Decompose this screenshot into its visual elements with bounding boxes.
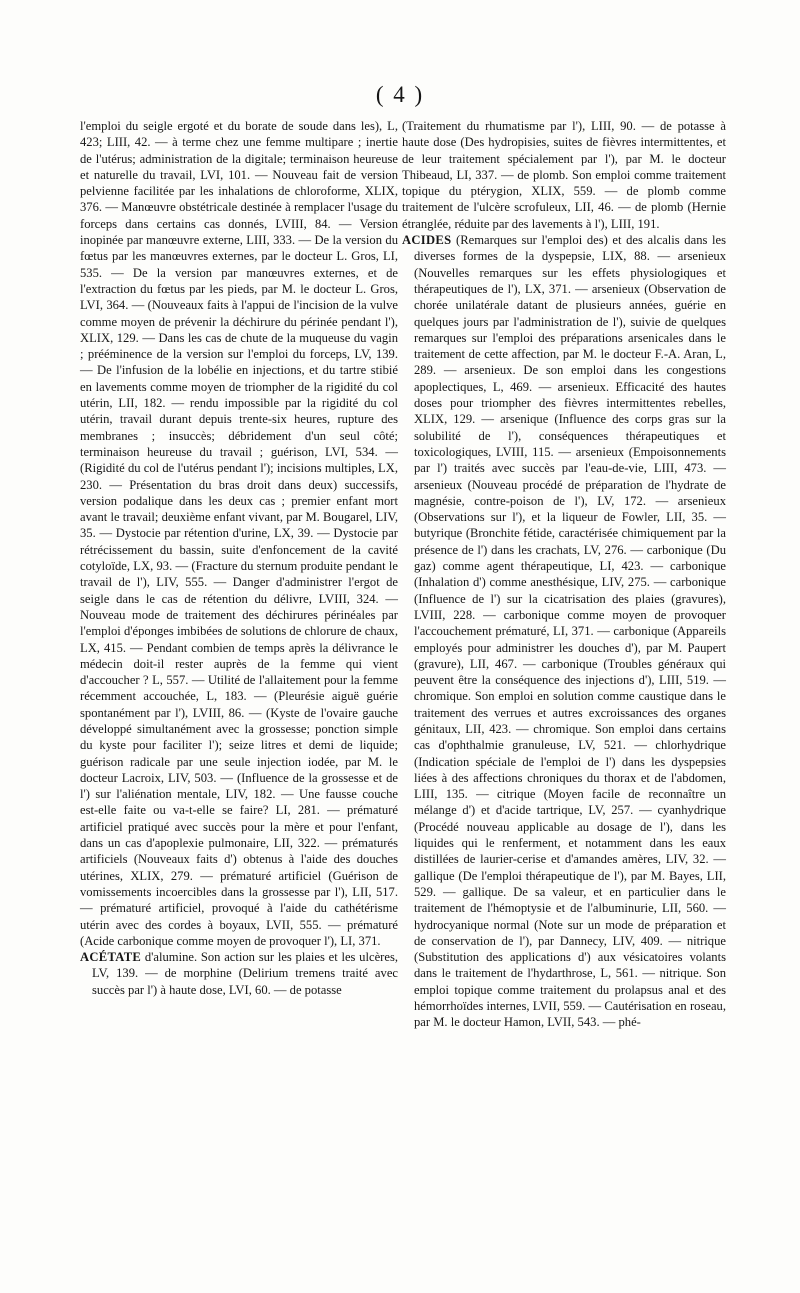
entry-headword: ACIDES [402, 233, 452, 248]
page-number: ( 4 ) [375, 82, 425, 107]
entry-continuation: (Traitement du rhumatisme par l'), LIII, 90. — de potasse à haute dose (Des hydropisies, suites de fièvres intermittentes, et de leur traitement spécialement par l'), par M. le docteur Thibeaud, LI, 337. — de plomb. Son emploi comme traitement topique du ptérygion, XLIX, 559. — de plomb comme traitement de l'ulcère scrofuleux, LII, 46. — de plomb (Hernie étranglée, réduite par des lavements à l'), LIII, 191. [402, 119, 726, 231]
entry-text: (Remarques sur l'emploi des) et des alcalis dans les diverses formes de la dyspepsie, LIX, 88. — arsenieux (Nouvelles remarques sur les effets physiologiques et thérapeutiques de l'), LX, 371. — arsenieux (Observation de chorée unilatérale datant de plusieurs années, guérie en quelques jours par l'administration de l'), suivie de quelques remarques sur l'emploi des préparations arsenicales dans le traitement de cette affection, par M. le docteur F.-A. Aran, L, 289. — arsenieux. De son emploi dans les congestions apoplectiques, L, 469. — arsenieux. Efficacité des hautes doses pour triompher des fièvres intermittentes rebelles, XLIX, 129. — arsenique (Influence des corps gras sur la solubilité de l'), conséquences thérapeutiques et toxicologiques, LVIII, 115. — arsenieux (Empoisonnements par l') traités avec succès par l'eau-de-vie, LIII, 473. — arsenieux (Nouveau procédé de préparation de l'hydrate de magnésie, contre-poison de l'), LV, 172. — arsenieux (Observations sur l'), et la liqueur de Fowler, LII, 35. — butyrique (Bronchite fétide, caractérisée chimiquement par la présence de l') dans les crachats, LV, 276. — carbonique (Du gaz) comme agent thérapeutique, LI, 423. — carbonique (Inhalation d') comme anesthésique, LIV, 275. — carbonique (Influence de l') sur la cicatrisation des plaies (gravures), LVIII, 228. — carbonique comme moyen de provoquer l'accouchement prématuré, LI, 371. — carbonique (Appareils employés pour administrer les douches d'), par M. Paupert (gravure), LII, 467. — carbonique (Troubles généraux qui peuvent être la conséquence des injections d'), LIII, 519. — chromique. Son emploi en solution comme caustique dans le traitement des verrues et autres excroissances des organes génitaux, LII, 423. — chromique. Son emploi dans certains cas d'ophthalmie granuleuse, LV, 521. — chlorhydrique (Indication spéciale de l'emploi de l') dans les dyspepsies liées à des affections chroniques du thorax et de l'abdomen, LIII, 135. — citrique (Moyen facile de reconnaître un mélange d') et d'acide tartrique, LV, 257. — cyanhydrique (Procédé nouveau applicable au dosage de l'), dans les liquides qui le renferment, et notamment dans les eaux distillées de laurier-cerise et d'amandes amères, LIV, 32. — gallique (De l'emploi thérapeutique de l'), par M. Bayes, LII, 529. — gallique. De sa valeur, et en particulier dans le traitement de l'hémoptysie et de l'albuminurie, LII, 560. — hydrocyanique normal (Note sur un mode de préparation et de conservation de l'), par Dannecy, LIV, 409. — nitrique (Substitution des applications d') aux vésicatoires volants dans le traitement de l'hydarthrose, L, 561. — nitrique. Son emploi topique comme traitement du prolapsus anal et des hémorrhoïdes internes, LVII, 559. — Cautérisation en roseau, par M. le docteur Hamon, LVII, 543. — phé- [414, 233, 726, 1030]
left-column [80, 118, 398, 998]
entry-headword: ACÉTATE [80, 950, 142, 965]
index-entry-acetate [80, 949, 398, 998]
right-column [402, 118, 726, 1031]
index-entry-acides [402, 232, 726, 1031]
entry-continuation: l'emploi du seigle ergoté et du borate de soude dans les), L, 423; LIII, 42. — à terme chez une femme multipare ; inertie de l'utérus; administration de la digitale; terminaison heureuse et naturelle du travail, LVI, 101. — Nouveau fait de version pelvienne facilitée par les inhalations de chloroforme, XLIX, 376. — Manœuvre obstétricale destinée à remplacer l'usage du forceps dans certains cas donnés, LVIII, 84. — Version inopinée par manœuvre externe, LIII, 333. — De la version du fœtus par les manœuvres externes, par le docteur L. Gros, LI, 535. — De la version par manœuvres externes, et de l'extraction du fœtus par les pieds, par M. le docteur L. Gros, LVI, 364. — (Nouveaux faits à l'appui de l'incision de la vulve comme moyen de prévenir la déchirure du périnée pendant l'), XLIX, 129. — Dans les cas de chute de la muqueuse du vagin ; prééminence de la version sur l'emploi du forceps, LV, 139. — De l'infusion de la lobélie en injections, et du tartre stibié en lavements comme moyen de triompher de la rigidité du col utérin, LII, 182. — rendu impossible par la rigidité du col utérin, travail durant depuis trente-six heures, rupture des membranes ; insuccès; débridement d'un seul côté; terminaison heureuse du travail ; guérison, LVI, 534. — (Rigidité du col de l'utérus pendant l'); incisions multiples, LX, 230. — Présentation du bras droit dans deux) successifs, version podalique dans les deux cas ; premier enfant mort avant le travail; deuxième enfant vivant, par M. Bougarel, LIV, 35. — Dystocie par rétention d'urine, LX, 39. — Dystocie par rétrécissement du bassin, suite d'enfoncement de la cavité cotyloïde, LX, 93. — (Fracture du sternum produite pendant le travail de l'), LIV, 555. — Danger d'administrer l'ergot de seigle dans le cas de rétention du délivre, LVIII, 324. — Nouveau mode de traitement des déchirures périnéales par l'emploi d'éponges imbibées de solutions de chlorure de chaux, LX, 415. — Pendant combien de temps après la délivrance le médecin doit-il rester auprès de la femme qui vient d'accoucher ? L, 557. — Utilité de l'allaitement pour la femme récemment accouchée, L, 183. — (Pleurésie aiguë guérie spontanément par l'), LVIII, 86. — (Kyste de l'ovaire gauche développé simultanément avec la grossesse; ponction simple du kyste pour faciliter l'); seize litres et demi de liquide; guérison radicale par une seule injection iodée, par M. le docteur Lacroix, LIV, 503. — (Influence de la grossesse et de l') sur l'aliénation mentale, LIV, 182. — Une fausse couche est-elle faite ou va-t-elle se faire? LI, 281. — prématuré artificiel pratiqué avec succès pour la mère et pour l'enfant, dans un cas d'apoplexie pulmonaire, LII, 322. — prématurés artificiels (Nouveaux faits d') obtenus à l'aide des douches utérines, XLIX, 279. — prématuré artificiel (Guérison de vomissements incoercibles dans la grossesse par l'), LII, 517. — prématuré artificiel, provoqué à l'aide du cathétérisme utérin avec des cordes à boyaux, LVII, 555. — prématuré (Acide carbonique comme moyen de provoquer l'), LI, 371. [80, 119, 398, 948]
entry-text: d'alumine. Son action sur les plaies et les ulcères, LV, 139. — de morphine (Delirium tremens traité avec succès par l') à haute dose, LVI, 60. — de potasse [92, 950, 398, 997]
